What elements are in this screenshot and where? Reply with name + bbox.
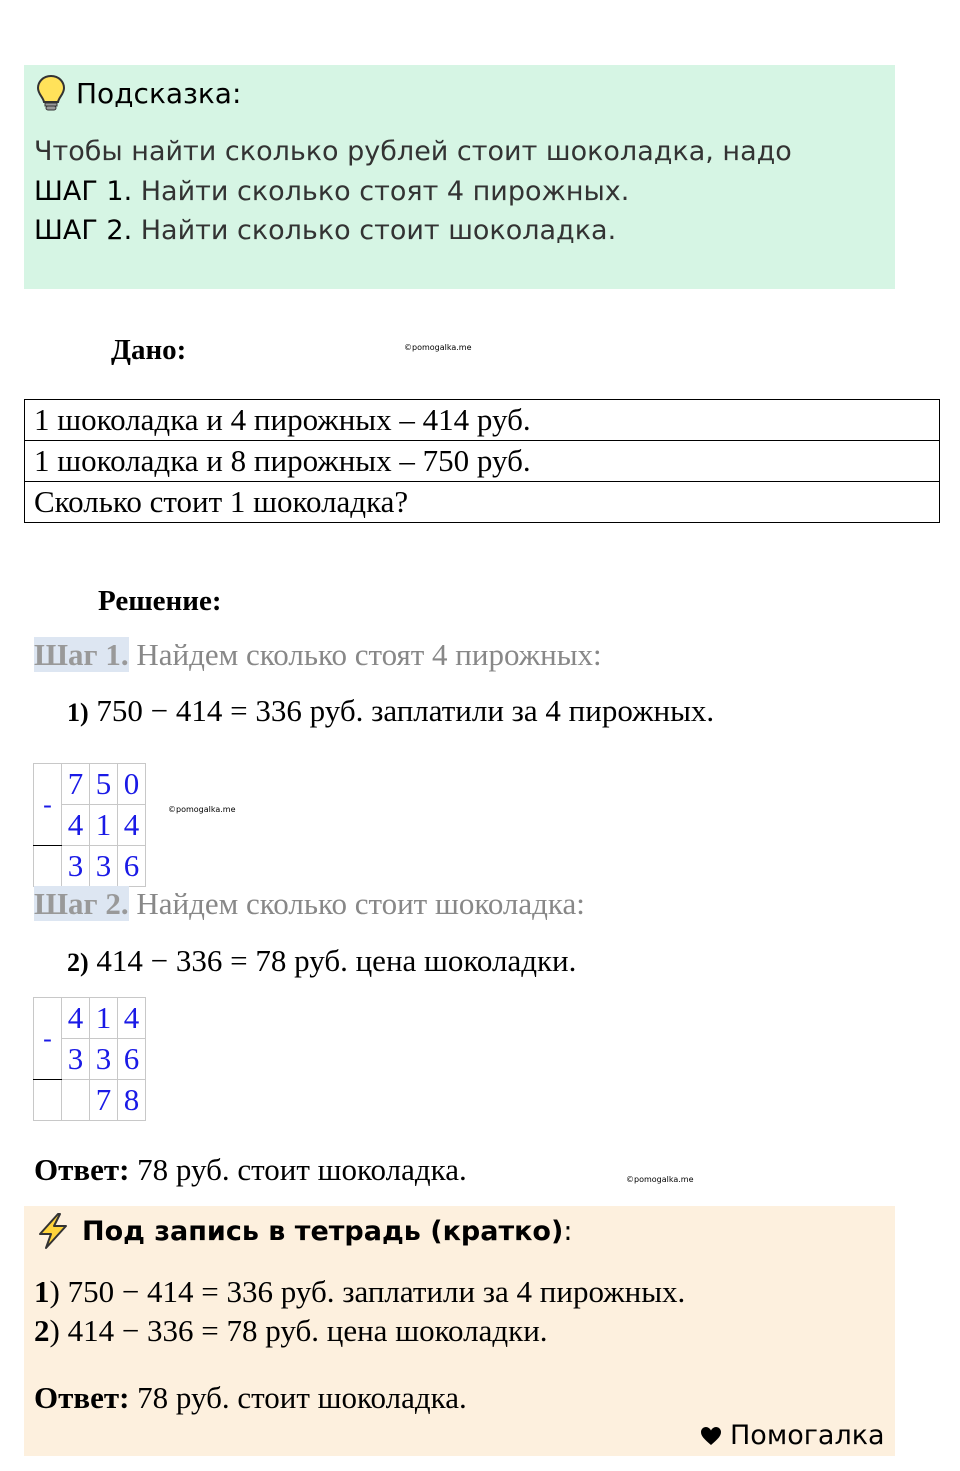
empty-cell (34, 846, 62, 887)
subtraction-grid-2 (33, 997, 146, 1121)
step1-label: Шаг 1. (34, 637, 129, 672)
hint-line-intro: Чтобы найти сколько рублей стоит шоколадка, надо (34, 136, 792, 167)
given-row-2: 1 шоколадка и 8 пирожных – 750 руб. (25, 441, 940, 482)
digit: 3 (90, 1039, 118, 1080)
equation-1 (67, 693, 714, 729)
notebook-line-1-text: ) 750 − 414 = 336 руб. заплатили за 4 пирожных. (49, 1274, 686, 1309)
hint-step2 (34, 215, 616, 246)
solution-step1 (34, 637, 602, 673)
table-row (25, 482, 940, 523)
hint-title (36, 74, 241, 112)
equation-2 (67, 943, 576, 979)
minus-sign: - (34, 764, 62, 846)
solution-answer (34, 1152, 467, 1188)
digit: 4 (62, 998, 90, 1039)
solution-title: Решение: (98, 585, 222, 617)
notebook-answer-text: 78 руб. стоит шоколадка. (129, 1380, 467, 1415)
digit: 7 (62, 764, 90, 805)
digit: 3 (62, 846, 90, 887)
given-row-3: Сколько стоит 1 шоколадка? (25, 482, 940, 523)
digit: 6 (118, 1039, 146, 1080)
notebook-line-2-text: ) 414 − 336 = 78 руб. цена шоколадки. (49, 1313, 548, 1348)
answer-label: Ответ: (34, 1152, 130, 1187)
notebook-line-2 (34, 1313, 548, 1349)
subtraction-grid-1 (33, 763, 146, 887)
watermark: ©pomogalka.me (168, 805, 236, 814)
hint-step1-text: Найти сколько стоят 4 пирожных. (132, 176, 630, 207)
digit: 1 (90, 998, 118, 1039)
digit (62, 1080, 90, 1121)
equation-1-number: 1) (67, 698, 89, 727)
hint-step2-text: Найти сколько стоит шоколадка. (132, 215, 617, 246)
table-row (25, 400, 940, 441)
digit: 0 (118, 764, 146, 805)
hint-step1 (34, 176, 629, 207)
minus-sign: - (34, 998, 62, 1080)
equation-2-number: 2) (67, 948, 89, 977)
empty-cell (34, 1080, 62, 1121)
watermark: ©pomogalka.me (404, 343, 472, 352)
notebook-line-1-number: 1 (34, 1274, 50, 1309)
brand-name: Помогалка (730, 1420, 885, 1451)
watermark: ©pomogalka.me (626, 1175, 694, 1184)
digit: 7 (90, 1080, 118, 1121)
heart-icon (700, 1426, 722, 1446)
lightbulb-icon (36, 74, 66, 112)
given-row-1: 1 шоколадка и 4 пирожных – 414 руб. (25, 400, 940, 441)
digit: 4 (62, 805, 90, 846)
step2-text: Найдем сколько стоит шоколадка: (128, 886, 585, 921)
digit: 8 (118, 1080, 146, 1121)
notebook-line-1 (34, 1274, 685, 1310)
given-title: Дано: (111, 334, 187, 366)
step2-label: Шаг 2. (34, 886, 129, 921)
notebook-title-colon: : (563, 1215, 573, 1247)
digit: 4 (118, 998, 146, 1039)
brand (700, 1420, 885, 1451)
digit: 3 (90, 846, 118, 887)
given-table (24, 399, 940, 523)
digit: 5 (90, 764, 118, 805)
notebook-title (34, 1212, 572, 1250)
hint-step1-label: ШАГ 1. (34, 176, 133, 207)
equation-2-text: 414 − 336 = 78 руб. цена шоколадки. (88, 943, 577, 978)
digit: 4 (118, 805, 146, 846)
digit: 3 (62, 1039, 90, 1080)
hint-step2-label: ШАГ 2. (34, 215, 133, 246)
step1-text: Найдем сколько стоят 4 пирожных: (128, 637, 602, 672)
notebook-title-text: Под запись в тетрадь (кратко) (82, 1215, 564, 1247)
hint-title-text: Подсказка: (76, 76, 242, 110)
notebook-line-2-number: 2 (34, 1313, 50, 1348)
digit: 6 (118, 846, 146, 887)
equation-1-text: 750 − 414 = 336 руб. заплатили за 4 пирожных. (88, 693, 715, 728)
table-row (25, 441, 940, 482)
lightning-icon (34, 1212, 72, 1250)
notebook-answer (34, 1380, 467, 1416)
solution-step2 (34, 886, 585, 922)
digit: 1 (90, 805, 118, 846)
notebook-answer-label: Ответ: (34, 1380, 130, 1415)
answer-text: 78 руб. стоит шоколадка. (129, 1152, 467, 1187)
